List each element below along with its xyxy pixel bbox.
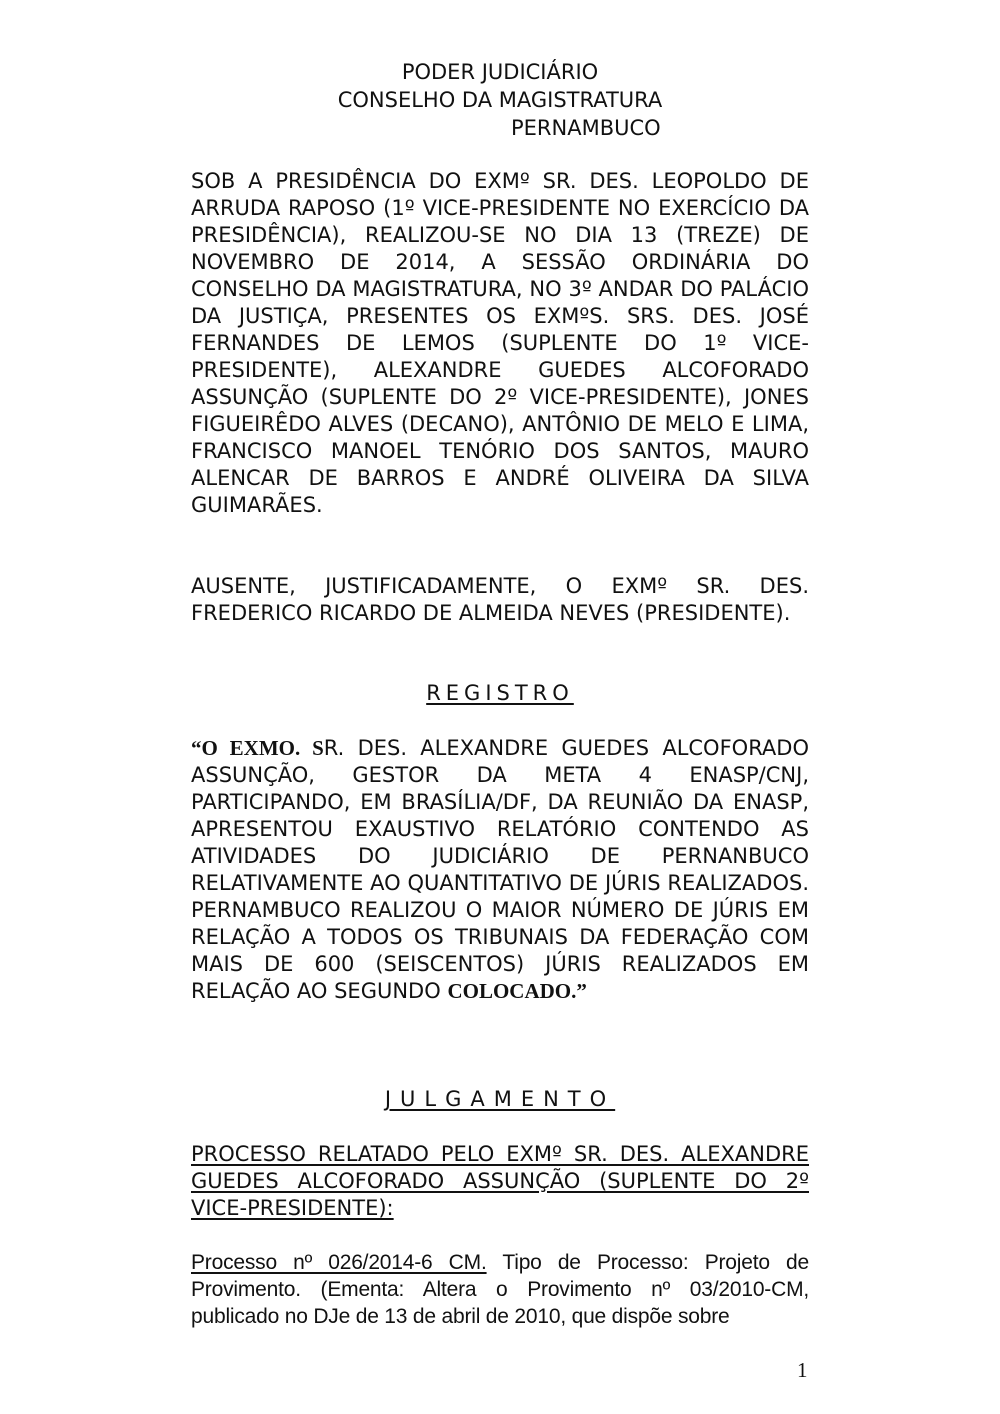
page-number: 1 bbox=[797, 1358, 808, 1382]
registro-heading: REGISTRO bbox=[426, 681, 574, 705]
registro-tail: COLOCADO.” bbox=[447, 979, 587, 1003]
registro-body: R. DES. ALEXANDRE GUEDES ALCOFORADO ASSUNÇÃO, GESTOR DA META 4 ENASP/CNJ, PARTICIPANDO, EM BRASÍLIA/DF, DA REUNIÃO DA ENASP, APRESENTOU EXAUSTIVO RELATÓRIO CONTENDO AS ATIVIDADES DO JUDICIÁRIO DE PERNANBUCO RELATIVAMENTE AO QUANTITATIVO DE JÚRIS REALIZADOS. PERNAMBUCO REALIZOU O MAIOR NÚMERO DE JÚRIS EM RELAÇÃO A TODOS OS TRIBUNAIS DA FEDERAÇÃO COM MAIS DE 600 (SEISCENTOS) JÚRIS REALIZADOS EM RELAÇÃO AO SEGUNDO bbox=[191, 736, 809, 1003]
processo-label: Processo nº 026/2014-6 CM. bbox=[191, 1251, 487, 1274]
julgamento-heading: JULGAMENTO bbox=[384, 1087, 616, 1111]
registro-lead: “O EXMO. S bbox=[191, 736, 324, 760]
absent-paragraph: AUSENTE, JUSTIFICADAMENTE, O EXMº SR. DES. FREDERICO RICARDO DE ALMEIDA NEVES (PRESIDENTE). bbox=[191, 574, 809, 625]
header-line-3-row bbox=[0, 114, 1000, 142]
header-line-pernambuco: PERNAMBUCO bbox=[511, 116, 661, 140]
relator-paragraph: PROCESSO RELATADO PELO EXMº SR. DES. ALEXANDRE GUEDES ALCOFORADO ASSUNÇÃO (SUPLENTE DO 2º VICE-PRESIDENTE): bbox=[191, 1142, 809, 1220]
session-paragraph: SOB A PRESIDÊNCIA DO EXMº SR. DES. LEOPOLDO DE ARRUDA RAPOSO (1º VICE-PRESIDENTE NO EXERCÍCIO DA PRESIDÊNCIA), REALIZOU-SE NO DIA 13 (TREZE) DE NOVEMBRO DE 2014, A SESSÃO ORDINÁRIA DO CONSELHO DA MAGISTRATURA, NO 3º ANDAR DO PALÁCIO DA JUSTIÇA, PRESENTES OS EXMºS. SRS. DES. JOSÉ FERNANDES DE LEMOS (SUPLENTE DO 1º VICE-PRESIDENTE), ALEXANDRE GUEDES ALCOFORADO ASSUNÇÃO (SUPLENTE DO 2º VICE-PRESIDENTE), JONES FIGUEIRÊDO ALVES (DECANO), ANTÔNIO DE MELO E LIMA, FRANCISCO MANOEL TENÓRIO DOS SANTOS, MAURO ALENCAR DE BARROS E ANDRÉ OLIVEIRA DA SILVA GUIMARÃES. bbox=[191, 169, 809, 517]
processo-text: Tipo de Processo: Projeto de Provimento. (Ementa: Altera o Provimento nº 03/2010-CM, publicado no DJe de 13 de abril de 2010, que dispõe sobre bbox=[191, 1251, 809, 1328]
registro-paragraph bbox=[191, 735, 809, 1005]
processo-paragraph bbox=[191, 1249, 809, 1330]
header-line-poder-judiciario: PODER JUDICIÁRIO bbox=[401, 60, 599, 84]
document-header bbox=[0, 58, 1000, 142]
header-line-conselho: CONSELHO DA MAGISTRATURA bbox=[337, 88, 663, 112]
